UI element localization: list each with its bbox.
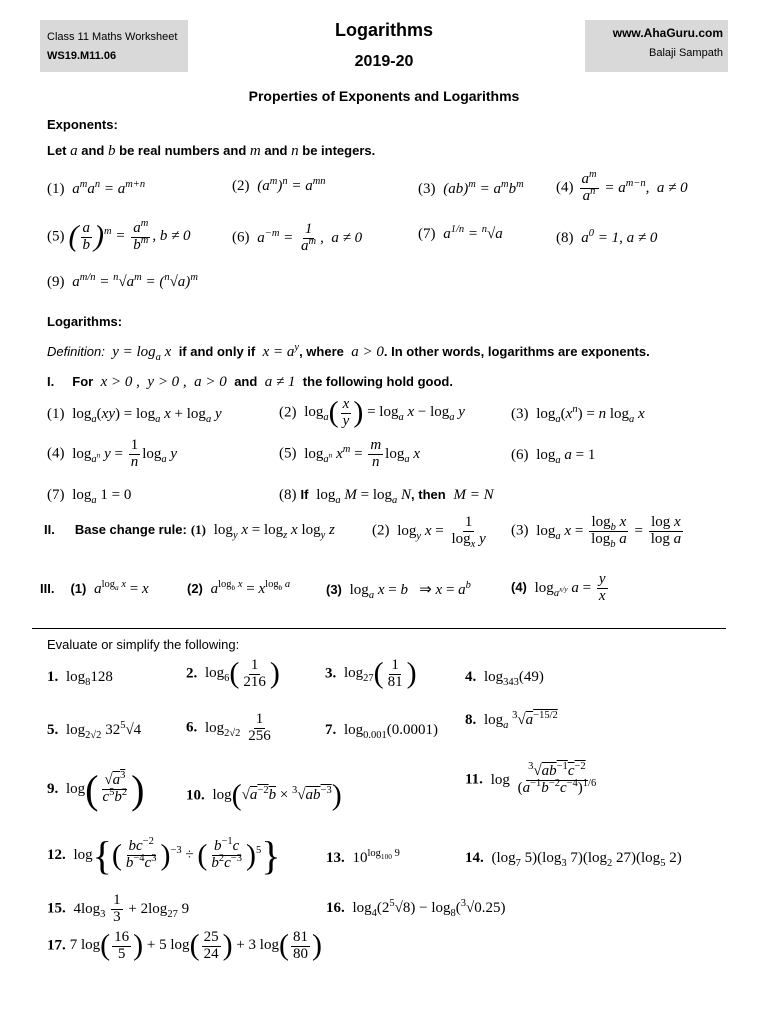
log-prop-7: (7) $\log_a 1 = 0$ — [47, 487, 132, 506]
exercise-13: 13. $10^{log_{100} 9}$ — [326, 848, 400, 866]
log-prop-4: (4) $\log_{a^n} y$ = $\frac{1}{n}$ $\log_a y$ — [47, 437, 178, 470]
page-title: Logarithms — [334, 20, 433, 40]
exp-rule-9-formula: $a^{m/n} = ^n√a^m = (^n√a)^m$ — [68, 272, 198, 290]
exercise-1: 1. $\log_8128$ — [47, 669, 113, 688]
exp-rule-4: (4) $\frac{a^m}{a^n}$ = $a^{m-n}$, a ≠ 0 — [556, 169, 688, 204]
section-II-line: II. Base change rule: (1) $\log_y x = \log_z x$ $\log_y z$ — [44, 522, 335, 541]
intro-let: Let — [47, 143, 67, 158]
exercise-9: 9. log( $\frac{√a^3}{c^5b^2}$ ) — [47, 767, 145, 812]
exercise-6: 6. $\log_{2√2}$ $\frac{1}{256}$ — [186, 711, 271, 744]
exp-rule-3-formula: $(ab)^m = a^mb^m$ — [439, 179, 524, 197]
worksheet-code: WS19.M11.06 — [47, 50, 117, 62]
log-definition: Definition: $y = \log_a x$ if and only if $x = a^y$, where a > 0. In other words, logarithms are exponents. — [47, 342, 650, 363]
exercise-10: 10. $\log(√a^{-2}b \times ^3√ab^{-3})$ — [186, 779, 342, 812]
log-prop-2: (2) $\log_a$( $\frac{x}{y}$ ) = $\log_a x - \log_a y$ — [279, 395, 465, 429]
intro-var-a: a — [70, 143, 78, 159]
exp-rule-7-formula: $a^{1/n} = ^n√a$ — [439, 224, 503, 242]
exp-rule-7: (7) $a^{1/n} = ^n√a$ — [418, 224, 503, 242]
exp-rule-8-formula: $a^0 = 1$, a ≠ 0 — [577, 228, 658, 246]
exercise-11: 11. log $\frac{^3√ab^{-1}c^{-2}}{(a^{-1}b^{-2}c^{-4})^{1/6}}$ — [465, 761, 597, 796]
section-III-3: (3) $\log_a x = b$ ⇒ $x = a^b$ — [326, 580, 471, 601]
exercise-3: 3. $\log_{27}$( $\frac{1}{81}$ ) — [325, 656, 417, 690]
exp-rule-6: (6) $a^{-m}$ = $\frac{1}{a^m}$ , a ≠ 0 — [232, 221, 363, 254]
section-III-4: (4) $\log_{a^{x/y}} a$ = $\frac{y}{x}$ — [511, 571, 606, 604]
main-title: Properties of Exponents and Logarithms — [248, 88, 520, 104]
intro-var-b: b — [108, 143, 116, 159]
exp-rule-4-formula: $\frac{a^m}{a^n}$ = $a^{m-n}$, a ≠ 0 — [581, 169, 688, 204]
logarithms-heading: Logarithms: — [47, 314, 123, 329]
website-url: www.AhaGuru.com — [612, 26, 723, 40]
log-prop-8: (8) If $\log_a M = \log_a N$, then M = N — [279, 487, 494, 506]
section-I-line: I. For x > 0 , y > 0 , a > 0 and a ≠ 1 the following hold good. — [47, 374, 453, 390]
exp-rule-5: (5) ( $\frac{a}{b}$ )$^m$ = $\frac{a^m}{b^m}$ , b ≠ 0 — [47, 217, 191, 253]
exercise-16: 16. $\log_4(2^5√8) - \log_8(^3√0.25)$ — [326, 898, 506, 919]
intro-integers: be integers. — [302, 143, 376, 158]
exercise-15: 15. $4\log_3$ $\frac{1}{3}$ + $2\log_{27}$ 9 — [47, 892, 190, 925]
exercise-4: 4. $\log_{343}(49)$ — [465, 669, 544, 688]
exercise-2: 2. $\log_6$( $\frac{1}{216}$ ) — [186, 656, 280, 690]
exp-rule-5-formula: ( $\frac{a}{b}$ )$^m$ = $\frac{a^m}{b^m}$ , b ≠ 0 — [68, 217, 191, 253]
section-III-line: III. (1) $a^{log_a x} = x$ — [40, 579, 149, 597]
exp-rule-8: (8) $a^0 = 1$, a ≠ 0 — [556, 228, 658, 246]
worksheet-class-label: Class 11 Maths Worksheet — [47, 31, 178, 43]
exercise-7: 7. $\log_{0.001}(0.0001)$ — [325, 722, 439, 741]
exercise-17: 17. 7 log( $\frac{16}{5}$ ) + 5 log( $\frac{25}{24}$ ) + 3 log( $\frac{81}{80}$ ) — [47, 928, 322, 962]
log-prop-6: (6) $\log_a a = 1$ — [511, 447, 596, 466]
exercise-8: 8. $\log_a ^3√a^{-15/2}$ — [465, 710, 558, 731]
exercises-heading: Evaluate or simplify the following: — [47, 637, 240, 652]
intro-var-n: n — [291, 143, 299, 159]
exp-rule-6-formula: $a^{-m}$ = $\frac{1}{a^m}$ , a ≠ 0 — [253, 221, 363, 254]
author-name: Balaji Sampath — [649, 47, 723, 59]
exp-rule-3: (3) $(ab)^m = a^mb^m$ — [418, 179, 524, 197]
intro-var-m: m — [249, 143, 261, 159]
base-change-3: (3) $\log_a x$ = $\frac{\log_b x}{\log_b a}$ = $\frac{\text{log x}}{\text{log a}}$ — [511, 514, 682, 550]
exercise-14: 14. ($\log_7$ $5)(\log_3$ $7)(\log_2$ $27)(\log_5$ 2) — [465, 850, 682, 869]
section-divider — [32, 628, 726, 629]
intro-and-2: and — [264, 143, 288, 158]
section-III-2: (2) $a^{log_b x} = x^{log_b a}$ — [187, 579, 291, 597]
exp-rule-9: (9) $a^{m/n} = ^n√a^m = (^n√a)^m$ — [47, 272, 198, 290]
log-prop-5: (5) $\log_{a^n} x^m$ = $\frac{m}{n}$ $\log_a x$ — [279, 437, 421, 470]
exponents-intro — [47, 143, 375, 160]
log-prop-3: (3) $\log_a(x^n) = n$ $\log_a x$ — [511, 404, 645, 425]
exp-rule-2-formula: $(a^m)^n = a^{mn}$ — [253, 176, 326, 194]
log-prop-1: (1) $\log_a(xy) = \log_a x + \log_a y$ — [47, 406, 222, 425]
exercise-12: 12. log{( $\frac{bc^{-2}}{b^{-4}c^3}$ )$^{-3}$ ÷ ( $\frac{b^{-1}c}{b^2c^{-3}}$ )$^5$} — [47, 833, 281, 878]
intro-and-1: and — [81, 143, 105, 158]
intro-real: be real numbers and — [119, 143, 247, 158]
exp-rule-2: (2) $(a^m)^n = a^{mn}$ — [232, 176, 326, 194]
exp-rule-1-formula: $a^ma^n = a^{m+n}$ — [68, 179, 146, 197]
exponents-heading: Exponents: — [47, 117, 118, 132]
page-year: 2019-20 — [354, 53, 414, 70]
exp-rule-1: (1) $a^ma^n = a^{m+n}$ — [47, 179, 146, 197]
exercise-5: 5. $\log_{2√2} 32^5√4$ — [47, 720, 142, 741]
base-change-2: (2) $\log_y x$ = $\frac{1}{\log_x y}$ — [372, 514, 486, 550]
